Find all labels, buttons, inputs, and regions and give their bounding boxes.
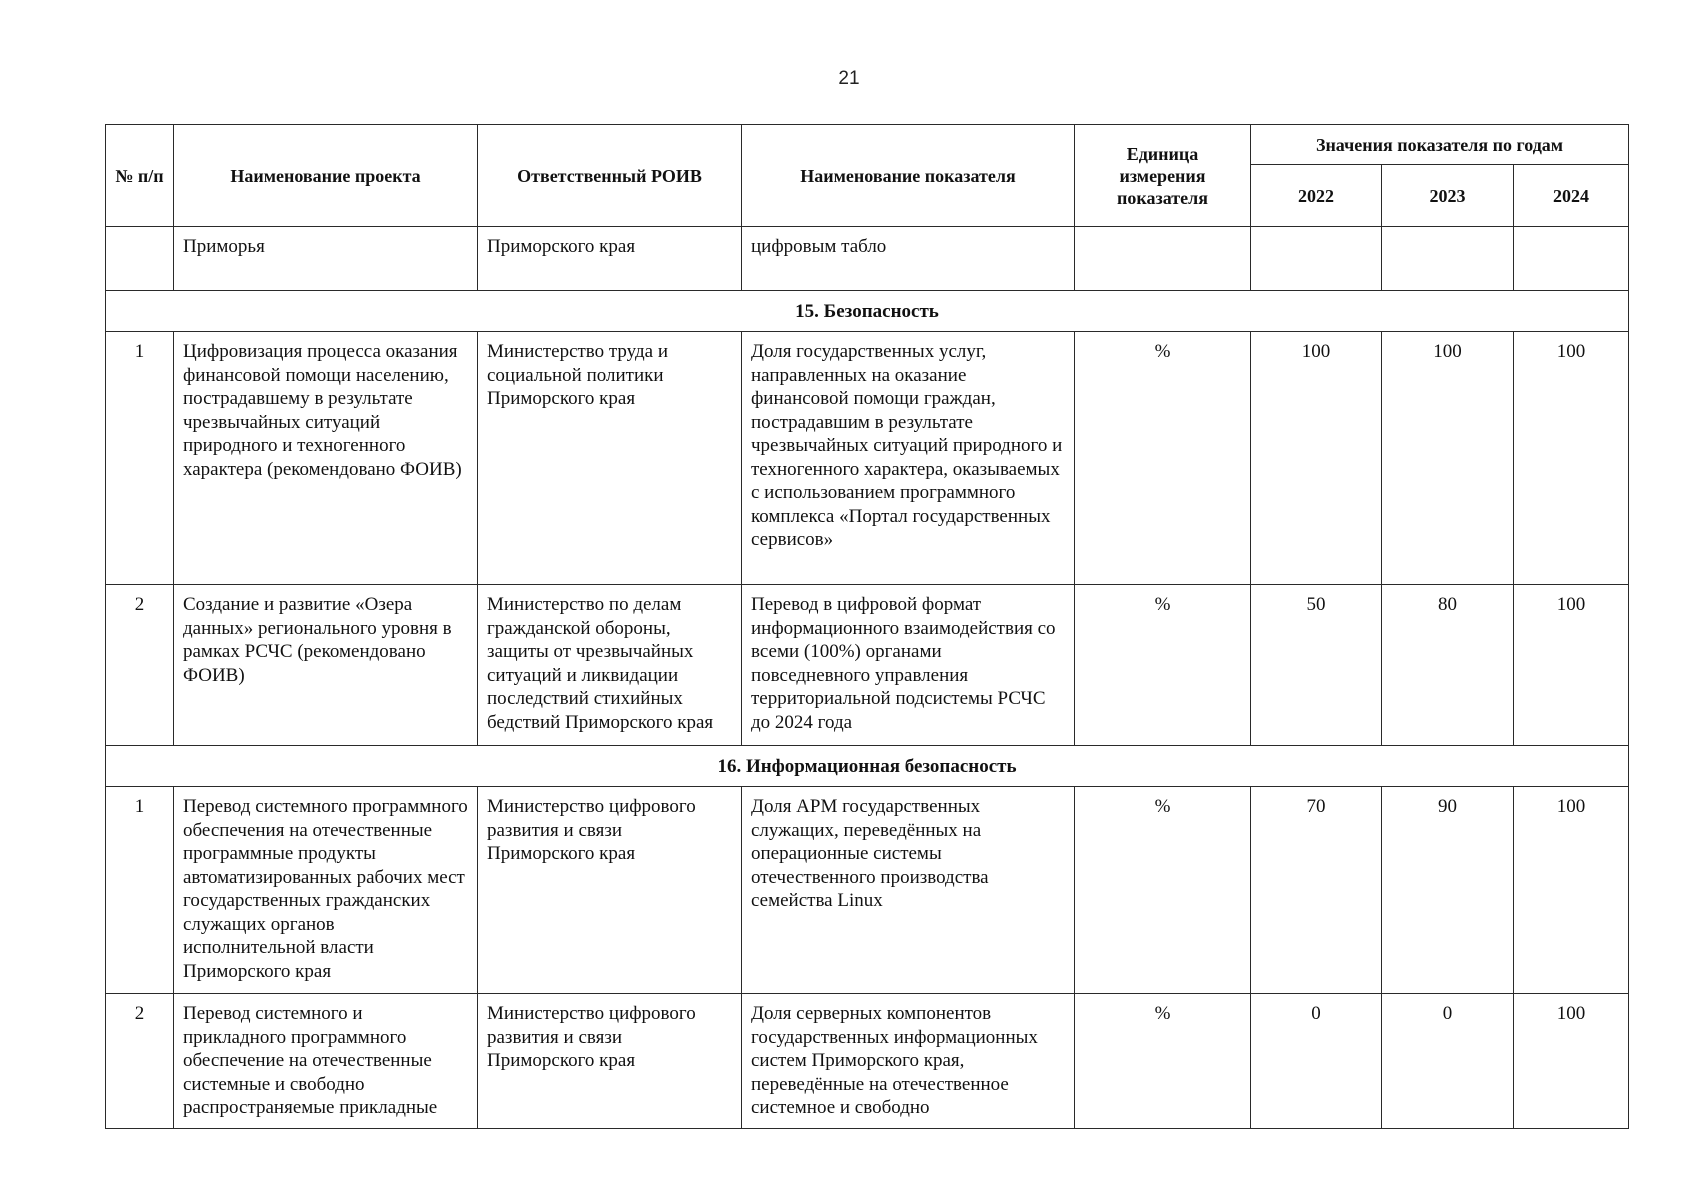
cell-value-2024: 100 — [1514, 332, 1629, 585]
section-header-row — [106, 291, 1629, 332]
cell-indicator: Доля серверных компонентов государственных информационных систем Приморского края, переведённые на отечественное системное и свободно — [742, 994, 1075, 1129]
cell-roiv: Министерство по делам гражданской обороны, защиты от чрезвычайных ситуаций и ликвидации последствий стихийных бедствий Приморского края — [478, 585, 742, 746]
section-title-15: 15. Безопасность — [106, 291, 1629, 332]
cell-num — [106, 227, 174, 291]
table-row — [106, 994, 1629, 1129]
cell-roiv: Министерство труда и социальной политики Приморского края — [478, 332, 742, 585]
cell-unit: % — [1075, 332, 1251, 585]
cell-value-2023: 90 — [1382, 787, 1514, 994]
cell-value-2024: 100 — [1514, 585, 1629, 746]
cell-indicator: Перевод в цифровой формат информационного взаимодействия со всеми (100%) органами повседневного управления территориальной подсистемы РСЧС до 2024 года — [742, 585, 1075, 746]
header-values-group: Значения показателя по годам — [1251, 125, 1629, 165]
cell-roiv: Министерство цифрового развития и связи Приморского края — [478, 787, 742, 994]
cell-num: 2 — [106, 585, 174, 746]
header-year-2023: 2023 — [1382, 165, 1514, 227]
header-roiv: Ответственный РОИВ — [478, 125, 742, 227]
cell-project: Приморья — [174, 227, 478, 291]
cell-num: 2 — [106, 994, 174, 1129]
cell-project: Цифровизация процесса оказания финансовой помощи населению, пострадавшему в результате чрезвычайных ситуаций природного и техногенного характера (рекомендовано ФОИВ) — [174, 332, 478, 585]
cell-unit: % — [1075, 787, 1251, 994]
header-year-2024: 2024 — [1514, 165, 1629, 227]
cell-value-2024: 100 — [1514, 787, 1629, 994]
cell-unit — [1075, 227, 1251, 291]
table-row-continuation — [106, 227, 1629, 291]
table-row — [106, 332, 1629, 585]
cell-indicator: цифровым табло — [742, 227, 1075, 291]
section-title-16: 16. Информационная безопасность — [106, 746, 1629, 787]
table-row — [106, 585, 1629, 746]
cell-roiv: Министерство цифрового развития и связи Приморского края — [478, 994, 742, 1129]
cell-value-2023: 80 — [1382, 585, 1514, 746]
cell-value-2022: 70 — [1251, 787, 1382, 994]
cell-value-2023: 100 — [1382, 332, 1514, 585]
section-header-row — [106, 746, 1629, 787]
cell-project: Перевод системного программного обеспечения на отечественные программные продукты автоматизированных рабочих мест государственных гражданских служащих органов исполнительной власти Приморского края — [174, 787, 478, 994]
cell-unit: % — [1075, 585, 1251, 746]
header-num: № п/п — [106, 125, 174, 227]
header-indicator: Наименование показателя — [742, 125, 1075, 227]
cell-project: Перевод системного и прикладного программного обеспечение на отечественные системные и свободно распространяемые прикладные — [174, 994, 478, 1129]
cell-num: 1 — [106, 787, 174, 994]
cell-value-2022 — [1251, 227, 1382, 291]
header-unit: Единица измерения показателя — [1075, 125, 1251, 227]
cell-indicator: Доля государственных услуг, направленных на оказание финансовой помощи граждан, пострадавшим в результате чрезвычайных ситуаций природного и техногенного характера, оказываемых с использованием программного комплекса «Портал государственных сервисов» — [742, 332, 1075, 585]
table-row — [106, 787, 1629, 994]
header-project: Наименование проекта — [174, 125, 478, 227]
indicators-table — [105, 124, 1629, 1129]
cell-value-2022: 50 — [1251, 585, 1382, 746]
cell-unit: % — [1075, 994, 1251, 1129]
cell-value-2022: 100 — [1251, 332, 1382, 585]
cell-num: 1 — [106, 332, 174, 585]
cell-project: Создание и развитие «Озера данных» регионального уровня в рамках РСЧС (рекомендовано ФОИВ) — [174, 585, 478, 746]
cell-value-2024: 100 — [1514, 994, 1629, 1129]
cell-value-2024 — [1514, 227, 1629, 291]
cell-value-2023 — [1382, 227, 1514, 291]
page-number: 21 — [838, 68, 860, 89]
cell-value-2022: 0 — [1251, 994, 1382, 1129]
cell-value-2023: 0 — [1382, 994, 1514, 1129]
cell-roiv: Приморского края — [478, 227, 742, 291]
header-year-2022: 2022 — [1251, 165, 1382, 227]
cell-indicator: Доля АРМ государственных служащих, переведённых на операционные системы отечественного производства семейства Linux — [742, 787, 1075, 994]
